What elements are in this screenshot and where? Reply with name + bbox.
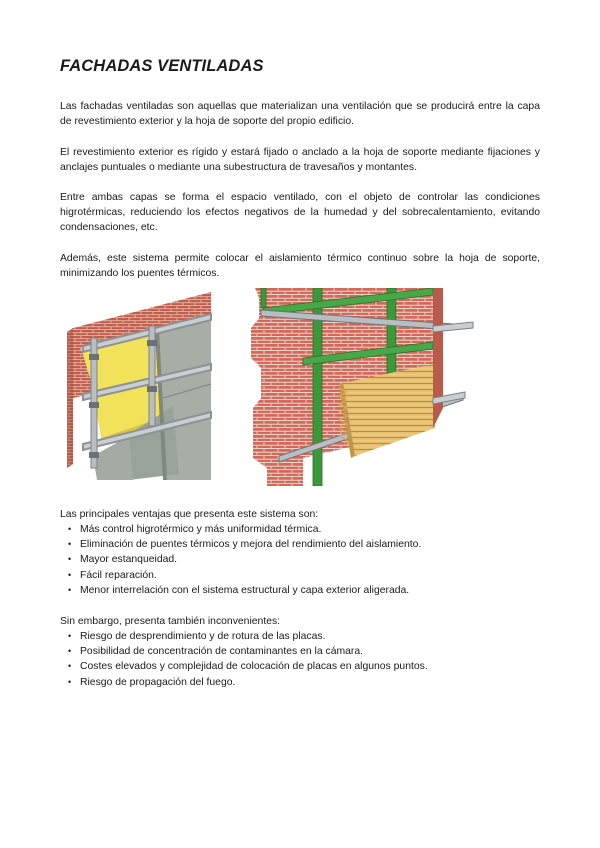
disadvantages-intro: Sin embargo, presenta también inconvenientes: — [60, 616, 281, 627]
list-item: • Más control higrotérmico y más uniformidad térmica. — [68, 522, 421, 537]
list-item: • Posibilidad de concentración de contaminantes en la cámara. — [68, 644, 428, 659]
list-item: • Riesgo de propagación del fuego. — [68, 675, 428, 690]
list-item: • Menor interrelación con el sistema estructural y capa exterior aligerada. — [68, 583, 421, 598]
advantages-list — [68, 522, 421, 598]
bullet-icon: • — [68, 661, 72, 672]
advantages-intro: Las principales ventajas que presenta este sistema son: — [60, 509, 319, 520]
bullet-icon: • — [68, 584, 72, 595]
paragraph-insulation: Además, este sistema permite colocar el aislamiento térmico continuo sobre la hoja de soporte, minimizando los puentes térmicos. — [60, 253, 540, 280]
list-item: • Mayor estanqueidad. — [68, 552, 421, 567]
paragraph-definition: Las fachadas ventiladas son aquellas que materializan una ventilación que se producirá entre la capa de revestimiento exterior y la hoja de soporte del propio edificio. — [60, 101, 540, 128]
bullet-icon: • — [68, 646, 72, 657]
bullet-icon: • — [68, 554, 72, 565]
timber-cladding-illustration — [243, 288, 541, 486]
list-item: • Costes elevados y complejidad de colocación de placas en algunos puntos. — [68, 659, 428, 674]
bullet-icon: • — [68, 569, 72, 580]
list-item: • Eliminación de puentes térmicos y mejora del rendimiento del aislamiento. — [68, 537, 421, 552]
page-title: FACHADAS VENTILADAS — [60, 57, 264, 75]
bullet-icon: • — [68, 631, 72, 641]
panel-facade-illustration — [63, 288, 213, 480]
list-item: • Fácil reparación. — [68, 568, 421, 583]
bullet-icon: • — [68, 676, 72, 687]
paragraph-ventilated-space: Entre ambas capas se forma el espacio ventilado, con el objeto de controlar las condiciones higrotérmicas, reduciendo los efectos negativos de la humedad y del sobrecalentamiento, evitando condensaciones, etc. — [60, 192, 540, 234]
bullet-icon: • — [68, 539, 72, 550]
disadvantages-list — [68, 629, 428, 690]
list-item: • Riesgo de desprendimiento y de rotura de las placas. — [68, 629, 428, 644]
bullet-icon: • — [68, 524, 72, 534]
paragraph-cladding: El revestimiento exterior es rígido y estará fijado o anclado a la hoja de soporte mediante fijaciones y anclajes puntuales o mediante una subestructura de travesaños y montantes. — [60, 147, 540, 174]
